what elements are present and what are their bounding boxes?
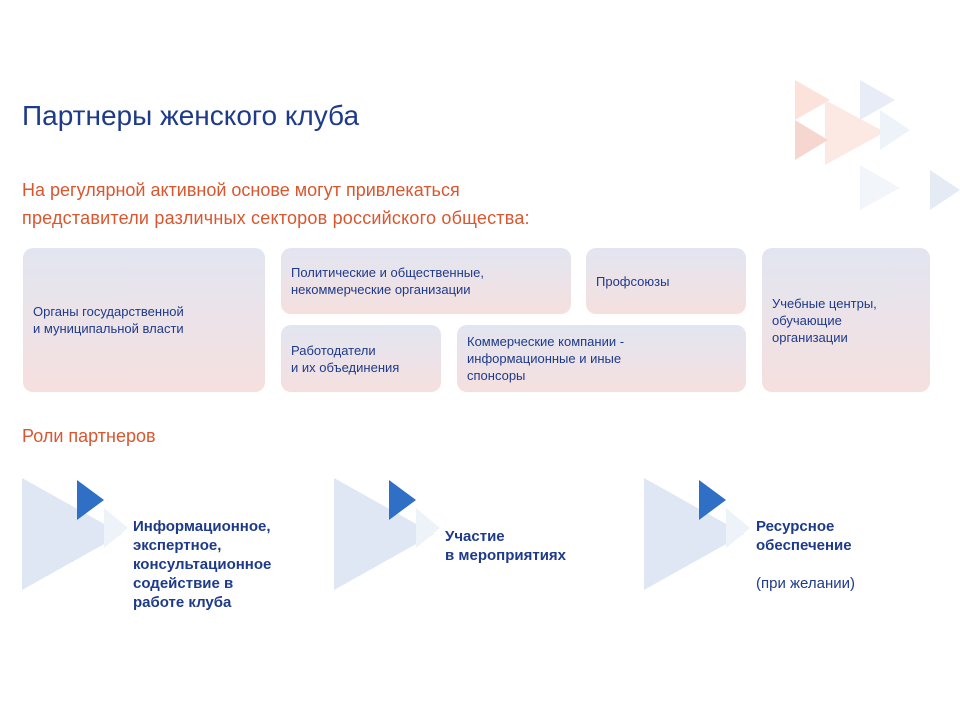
subtitle — [22, 176, 530, 232]
card-label: Политические и общественные, некоммерческие организации — [291, 265, 484, 297]
role-label: Участие в мероприятиях — [445, 528, 567, 564]
role-resources — [756, 498, 855, 612]
card-commercial — [457, 325, 746, 392]
page-title: Партнеры женского клуба — [22, 100, 360, 131]
role-label: Информационное, экспертное, консультационное содействие в работе клуба — [133, 518, 272, 611]
role-note: (при желании) — [756, 575, 856, 592]
card-label: Органы государственной и муниципальной власти — [33, 304, 184, 336]
roles-title: Роли партнеров — [22, 426, 156, 446]
role-info-support — [133, 498, 271, 612]
card-employers — [281, 325, 441, 392]
arrow-icon — [22, 478, 132, 590]
role-events — [445, 508, 566, 565]
subtitle-line-2: представители различных секторов российского общества: — [22, 208, 530, 228]
subtitle-line-1: На регулярной активной основе могут привлекаться — [22, 180, 460, 200]
card-label: Коммерческие компании - информационные и иные спонсоры — [467, 334, 625, 383]
arrow-icon — [334, 478, 444, 590]
card-unions — [586, 248, 746, 314]
card-government — [23, 248, 265, 392]
role-label: Ресурсное обеспечение — [756, 518, 852, 554]
card-label: Профсоюзы — [596, 273, 670, 289]
card-label: Работодатели и их объединения — [291, 342, 400, 375]
card-label: Учебные центры, обучающие организации — [772, 295, 877, 345]
card-ngo — [281, 248, 571, 314]
arrow-icon — [644, 478, 754, 590]
card-education — [762, 248, 930, 392]
